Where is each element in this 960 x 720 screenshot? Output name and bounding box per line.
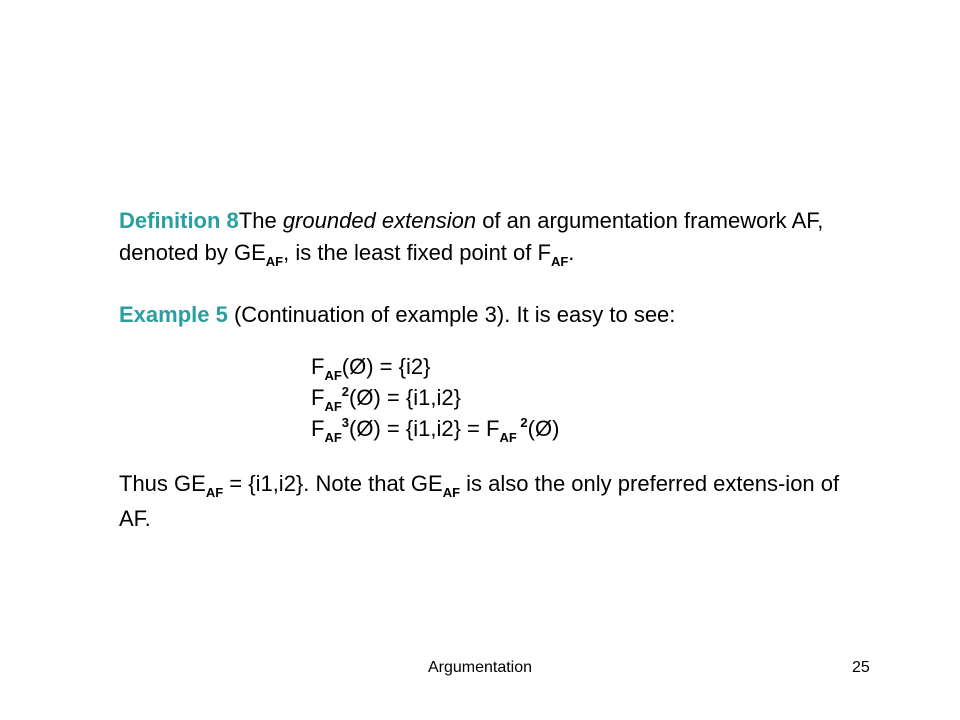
equation-function: F xyxy=(311,354,325,379)
equation-function: F xyxy=(311,385,325,410)
conclusion-text-3: is also the only preferred extens-ion of AF. xyxy=(119,471,840,531)
spacer xyxy=(119,446,864,468)
equation-subscript: AF xyxy=(324,368,342,383)
conclusion-text-2: = {i1,i2}. Note that GE xyxy=(223,471,443,496)
example-paragraph xyxy=(119,299,864,331)
conclusion-paragraph xyxy=(119,468,864,535)
conclusion-subscript-2: AF xyxy=(442,485,461,500)
definition-text-2: of an argumentation framework AF, denoted by GE xyxy=(119,208,824,265)
equation-subscript-2: AF xyxy=(499,430,521,445)
example-text: (Continuation of example 3). It is easy to see: xyxy=(227,302,676,327)
example-label: Example 5 xyxy=(119,302,228,327)
equation-rest: (Ø) = {i1,i2} = F xyxy=(349,416,500,441)
definition-paragraph xyxy=(119,205,864,272)
page-number: 25 xyxy=(852,659,870,676)
equation-superscript: 2 xyxy=(341,384,350,399)
equation-rest-2: (Ø) xyxy=(527,416,560,441)
equation-line-3 xyxy=(311,415,864,446)
conclusion-text-1: Thus GE xyxy=(119,471,206,496)
equation-rest: (Ø) = {i2} xyxy=(341,354,431,379)
spacer xyxy=(119,272,864,299)
footer-title: Argumentation xyxy=(427,659,533,676)
definition-term: grounded extension xyxy=(282,208,477,233)
spacer xyxy=(119,331,864,353)
definition-text-1: The xyxy=(238,208,283,233)
equation-superscript-2: 2 xyxy=(520,415,528,430)
equation-superscript: 3 xyxy=(341,415,350,430)
equation-function: F xyxy=(311,416,325,441)
equation-subscript: AF xyxy=(324,430,342,445)
definition-text-3: , is the least fixed point of F xyxy=(283,240,551,265)
definition-text-4: . xyxy=(568,240,575,265)
equation-subscript: AF xyxy=(324,399,342,414)
definition-subscript-2: AF xyxy=(550,254,569,269)
conclusion-subscript-1: AF xyxy=(205,485,224,500)
slide-content xyxy=(119,205,864,535)
equation-rest: (Ø) = {i1,i2} xyxy=(349,385,461,410)
definition-subscript-1: AF xyxy=(265,254,284,269)
equation-line-1 xyxy=(311,353,864,384)
definition-label: Definition 8 xyxy=(119,208,239,233)
equation-block xyxy=(119,353,864,446)
equation-line-2 xyxy=(311,384,864,415)
